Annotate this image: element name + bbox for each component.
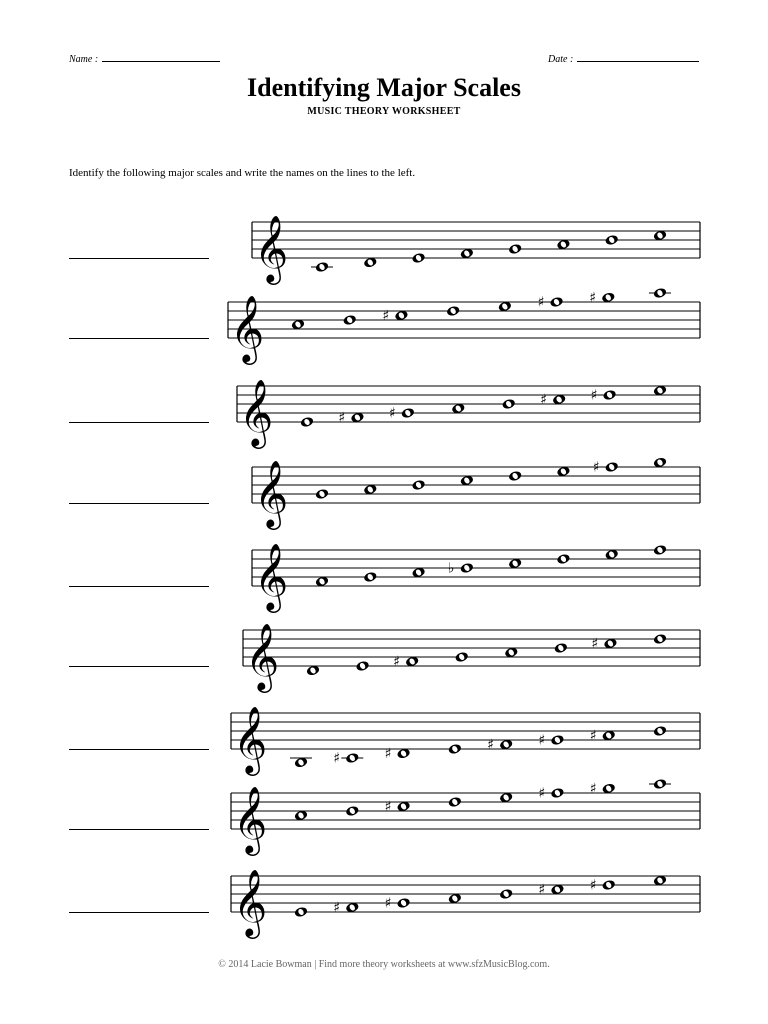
sharp-icon: ♯ <box>589 290 597 306</box>
date-label: Date : <box>548 54 574 65</box>
scale-staff <box>252 456 700 530</box>
sharp-icon: ♯ <box>393 654 400 670</box>
sharp-icon: ♯ <box>384 895 392 912</box>
treble-clef-icon: 𝄞 <box>233 868 268 936</box>
name-label: Name : <box>69 54 99 65</box>
sharp-icon: ♯ <box>540 392 547 408</box>
scale-staff <box>252 542 700 613</box>
sharp-icon: ♯ <box>589 781 597 797</box>
sharp-icon: ♯ <box>589 877 597 894</box>
treble-clef-icon: 𝄞 <box>233 705 268 773</box>
sharp-icon: ♯ <box>538 732 546 749</box>
treble-clef-icon: 𝄞 <box>230 294 265 362</box>
sharp-icon: ♯ <box>487 737 494 753</box>
sharp-icon: ♯ <box>589 728 597 744</box>
treble-clef-icon: 𝄞 <box>245 622 280 690</box>
scale-staff <box>252 214 700 285</box>
sharp-icon: ♯ <box>333 750 341 767</box>
sharp-icon: ♯ <box>592 459 600 476</box>
sharp-icon: ♯ <box>590 387 598 404</box>
sharp-icon: ♯ <box>591 636 599 652</box>
sharp-icon: ♯ <box>382 308 390 324</box>
sharp-icon: ♯ <box>388 405 396 422</box>
scale-staff <box>231 705 700 776</box>
sharp-icon: ♯ <box>538 785 546 802</box>
scale-staff <box>231 778 700 856</box>
treble-clef-icon: 𝄞 <box>254 214 289 282</box>
sharp-icon: ♯ <box>537 294 545 311</box>
sharp-icon: ♯ <box>333 900 341 916</box>
sharp-icon: ♯ <box>384 799 392 815</box>
footer-text: © 2014 Lacie Bowman | Find more theory worksheets at www.sfzMusicBlog.com. <box>218 959 550 970</box>
scale-staff <box>243 622 700 693</box>
scale-staff <box>231 868 700 939</box>
flat-icon: ♭ <box>447 560 455 577</box>
treble-clef-icon: 𝄞 <box>254 542 289 610</box>
page-title: Identifying Major Scales <box>247 73 521 102</box>
treble-clef-icon: 𝄞 <box>254 459 289 527</box>
scale-staff <box>228 287 700 365</box>
instructions-text: Identify the following major scales and write the names on the lines to the left. <box>69 167 416 179</box>
page-subtitle: MUSIC THEORY WORKSHEET <box>307 106 461 117</box>
sharp-icon: ♯ <box>338 410 346 426</box>
treble-clef-icon: 𝄞 <box>239 378 274 446</box>
sharp-icon: ♯ <box>538 882 546 898</box>
sharp-icon: ♯ <box>384 746 392 762</box>
scale-staff <box>237 378 700 449</box>
treble-clef-icon: 𝄞 <box>233 785 268 853</box>
